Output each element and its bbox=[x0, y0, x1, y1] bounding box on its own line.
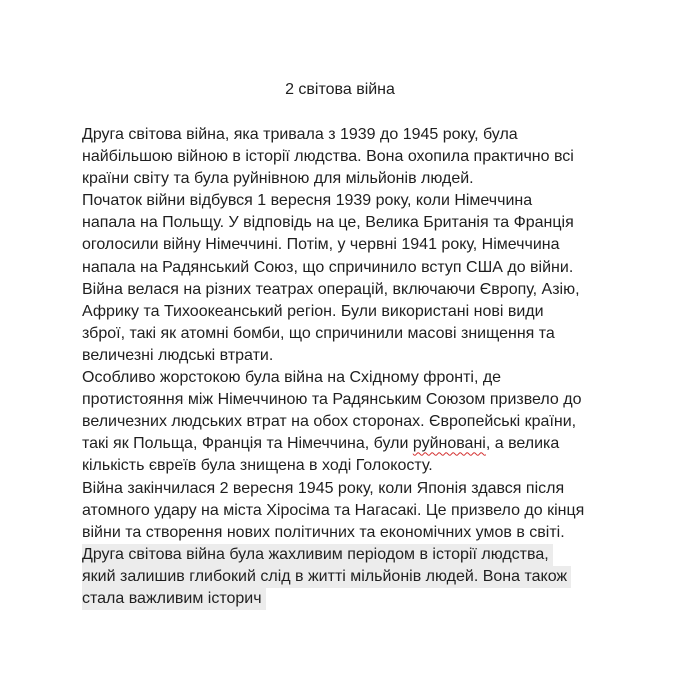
text-line: величезні людські втрати. bbox=[82, 346, 274, 364]
text-line bbox=[82, 433, 622, 455]
text-segment: , а велика bbox=[485, 435, 560, 453]
text-line: Африку та Тихоокеанський регіон. Були використані нові види bbox=[82, 302, 544, 320]
text-selection: стала важливим історич bbox=[82, 588, 266, 610]
text-line: оголосили війну Німеччині. Потім, у червні 1941 року, Німеччина bbox=[82, 236, 560, 254]
text-line: Друга світова війна, яка тривала з 1939 до 1945 року, була bbox=[82, 126, 518, 143]
text-line: атомного удару на міста Хіросіма та Нагасакі. Це призвело до кінця bbox=[82, 501, 585, 519]
text-line: Особливо жорстокою була війна на Східному фронті, де bbox=[82, 369, 502, 387]
text-line: напала на Польщу. У відповідь на це, Велика Британія та Франція bbox=[82, 214, 574, 232]
highlighted-text-line bbox=[82, 544, 622, 566]
document-title: 2 світова війна bbox=[285, 81, 395, 98]
text-line: війни та створення нових політичних та економічних умов в світі. bbox=[82, 523, 565, 541]
text-line: найбільшою війною в історії людства. Вона охопила практично всі bbox=[82, 148, 574, 166]
text-line: Війна закінчилася 2 вересня 1945 року, коли Японія здався після bbox=[82, 479, 565, 497]
text-line: зброї, такі як атомні бомби, що спричинили масові знищення та bbox=[82, 324, 555, 342]
text-segment: такі як Польща, Франція та Німеччина, були bbox=[82, 435, 413, 453]
document-body[interactable] bbox=[82, 124, 622, 610]
text-line: Початок війни відбувся 1 вересня 1939 року, коли Німеччина bbox=[82, 192, 533, 210]
text-selection: Друга світова війна була жахливим періодом в історії людства, bbox=[82, 544, 553, 566]
spellcheck-misspelled-word[interactable]: руйновані bbox=[412, 435, 486, 453]
text-line: протистояння між Німеччиною та Радянським Союзом призвело до bbox=[82, 391, 582, 409]
text-line: Війна велася на різних театрах операцій, включаючи Європу, Азію, bbox=[82, 280, 580, 298]
highlighted-text-line bbox=[82, 566, 622, 588]
text-line: напала на Радянський Союз, що спричинило вступ США до війни. bbox=[82, 258, 574, 276]
text-line: величезних людських втрат на обох сторонах. Європейські країни, bbox=[82, 413, 577, 431]
text-line: кількість євреїв була знищена в ході Голокосту. bbox=[82, 457, 433, 475]
text-selection: який залишив глибокий слід в житті мільйонів людей. Вона також bbox=[82, 566, 571, 588]
highlighted-text-line bbox=[82, 588, 622, 610]
text-line: країни світу та була руйнівною для мільйонів людей. bbox=[82, 170, 474, 188]
